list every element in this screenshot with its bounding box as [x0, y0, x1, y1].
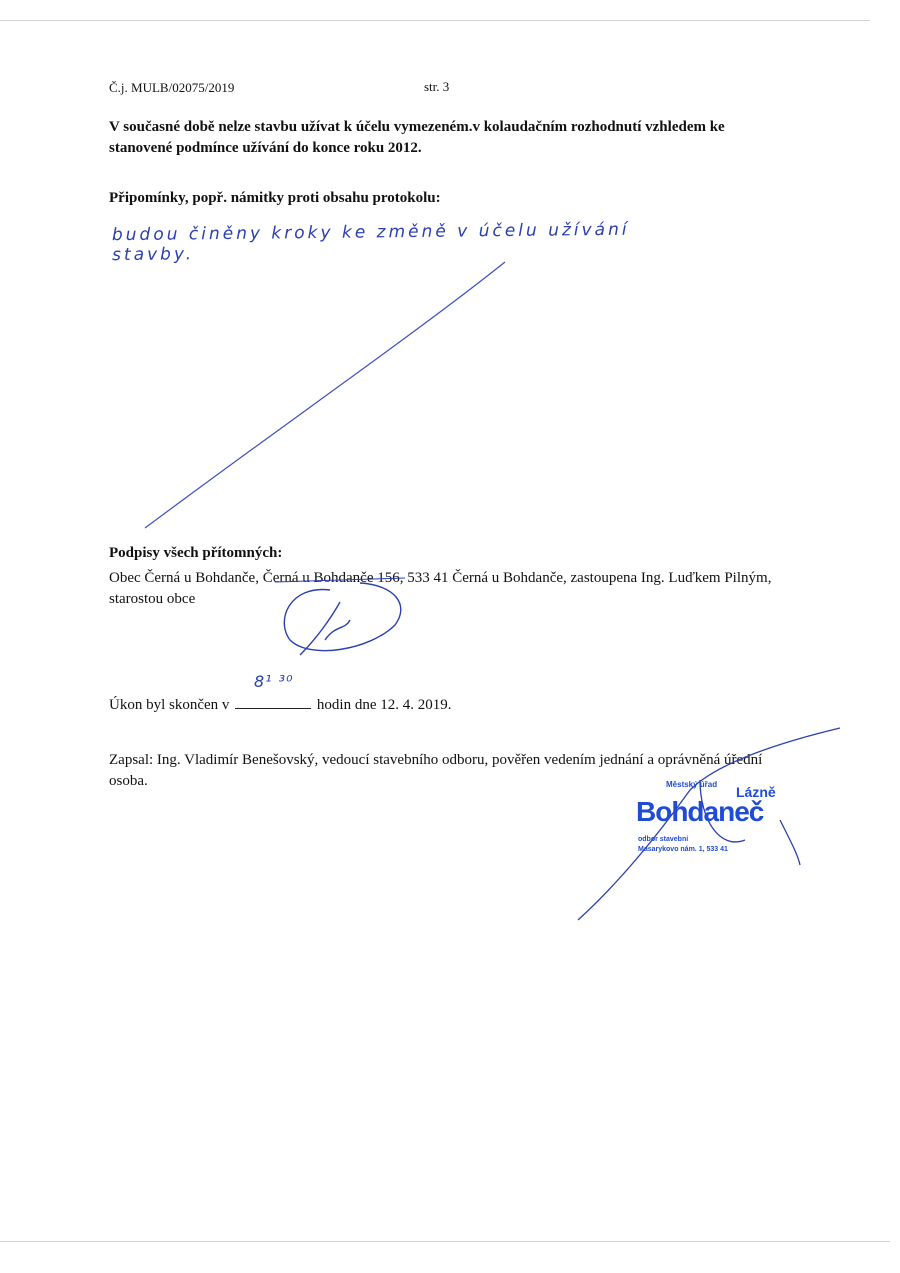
signing-party: Obec Černá u Bohdanče, Černá u Bohdanče 156, 533 41 Černá u Bohdanče, zastoupena Ing. Luďkem Pilným, starostou obce [109, 570, 772, 607]
completion-suffix: hodin dne 12. 4. 2019. [316, 697, 452, 713]
handwritten-remark: budou činěny kroky ke změně v účelu užívání stavby. [111, 219, 630, 266]
completion-prefix: Úkon byl skončen v [109, 697, 230, 713]
handwritten-time: 8¹ ³⁰ [254, 672, 294, 691]
signatures-heading: Podpisy všech přítomných: [109, 545, 283, 561]
stamp-address: Masarykovo nám. 1, 533 41 [638, 846, 728, 853]
page-number: str. 3 [424, 79, 450, 94]
strike-signature-line [275, 578, 405, 582]
stamp-town: Bohdaneč [636, 796, 764, 827]
strike-through-line [145, 262, 505, 528]
recorded-by: Zapsal: Ing. Vladimír Benešovský, vedoucí stavebního odboru, pověřen vedením jednání a oprávněná úřední osoba. [109, 752, 763, 789]
stamp-office: Městský úřad [666, 780, 718, 789]
usage-statement: V současné době nelze stavbu užívat k účelu vymezeném.v kolaudačním rozhodnutí vzhledem ke stanovené podmínce užívání do konce roku 2012. [109, 119, 725, 156]
remarks-heading: Připomínky, popř. námitky proti obsahu protokolu: [109, 190, 441, 206]
stamp-town-prefix: Lázně [736, 784, 776, 800]
document-reference: Č.j. MULB/02075/2019 [109, 80, 235, 95]
signature-loop-mayor [284, 583, 400, 651]
office-stamp [636, 780, 786, 870]
stamp-department: odbor stavební [638, 836, 689, 843]
signature-mayor [300, 602, 350, 655]
